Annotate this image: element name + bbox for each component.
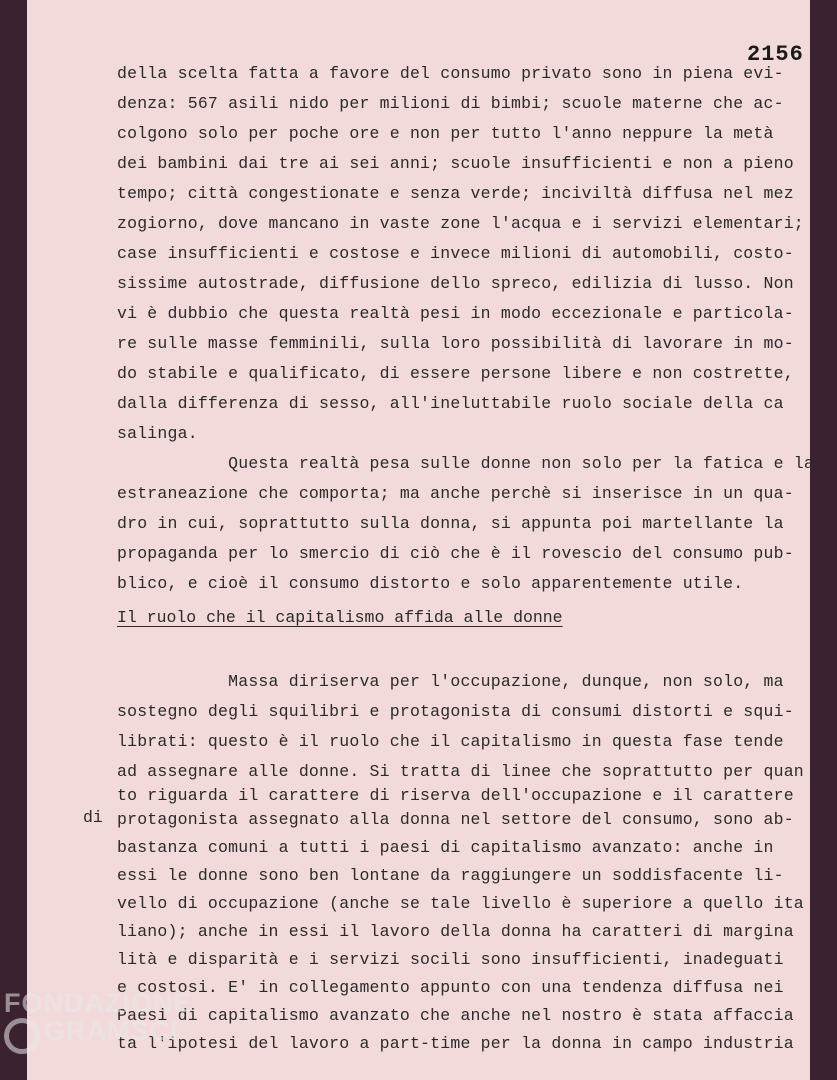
- text-line: blico, e cioè il consumo distorto e solo apparentemente utile.: [117, 574, 744, 593]
- text-line: propaganda per lo smercio di ciò che è il rovescio del consumo pub-: [117, 544, 794, 563]
- text-line: bastanza comuni a tutti i paesi di capitalismo avanzato: anche in: [117, 838, 774, 857]
- text-line: zogiorno, dove mancano in vaste zone l'acqua e i servizi elementari;: [117, 214, 804, 233]
- text-line: dro in cui, soprattutto sulla donna, si appunta poi martellante la: [117, 514, 784, 533]
- text-line: vello di occupazione (anche se tale livello è superiore a quello ita: [117, 894, 804, 913]
- document-page: [27, 0, 815, 1080]
- text-line: salinga.: [117, 424, 198, 443]
- text-line: denza: 567 asili nido per milioni di bimbi; scuole materne che ac-: [117, 94, 784, 113]
- watermark-logo: [4, 988, 204, 1078]
- text-line: ta l'ipotesi del lavoro a part-time per la donna in campo industria: [117, 1034, 794, 1053]
- text-line: estraneazione che comporta; ma anche perchè si inserisce in un qua-: [117, 484, 794, 503]
- text-line: essi le donne sono ben lontane da raggiungere un soddisfacente li-: [117, 866, 784, 885]
- text-line: lità e disparità e i servizi socili sono insufficienti, inadeguati: [117, 950, 784, 969]
- text-line: Massa diriserva per l'occupazione, dunque, non solo, ma: [117, 672, 784, 691]
- text-line: do stabile e qualificato, di essere persone libere e non costrette,: [117, 364, 794, 383]
- text-line: protagonista assegnato alla donna nel settore del consumo, sono ab-: [117, 810, 794, 829]
- watermark-text: FONDAZIONE: [4, 988, 193, 1018]
- text-line: vi è dubbio che questa realtà pesi in modo eccezionale e particola-: [117, 304, 794, 323]
- text-line: case insufficienti e costose e invece milioni di automobili, costo-: [117, 244, 794, 263]
- text-line: dalla differenza di sesso, all'ineluttabile ruolo sociale della ca: [117, 394, 784, 413]
- section-heading: Il ruolo che il capitalismo affida alle donne: [117, 608, 563, 627]
- watermark-text: GRAMSCI: [44, 1016, 179, 1046]
- watermark-g-icon: [4, 1018, 40, 1054]
- page-number: 2156: [747, 42, 804, 67]
- text-line: colgono solo per poche ore e non per tutto l'anno neppure la metà: [117, 124, 774, 143]
- text-line: to riguarda il carattere di riserva dell'occupazione e il carattere: [117, 786, 794, 805]
- text-line: Paesi di capitalismo avanzato che anche nel nostro è stata affaccia: [117, 1006, 794, 1025]
- text-line: Questa realtà pesa sulle donne non solo per la fatica e la: [117, 454, 815, 473]
- text-line: tempo; città congestionate e senza verde; inciviltà diffusa nel mez: [117, 184, 794, 203]
- text-line: sostegno degli squilibri e protagonista di consumi distorti e squi-: [117, 702, 794, 721]
- text-line: liano); anche in essi il lavoro della donna ha caratteri di margina: [117, 922, 794, 941]
- text-line: sissime autostrade, diffusione dello spreco, edilizia di lusso. Non: [117, 274, 794, 293]
- text-line: e costosi. E' in collegamento appunto con una tendenza diffusa nei: [117, 978, 784, 997]
- margin-note: di: [83, 808, 103, 827]
- text-line: dei bambini dai tre ai sei anni; scuole insufficienti e non a pieno: [117, 154, 794, 173]
- text-line: librati: questo è il ruolo che il capitalismo in questa fase tende: [117, 732, 784, 751]
- text-line: della scelta fatta a favore del consumo privato sono in piena evi-: [117, 64, 784, 83]
- text-line: re sulle masse femminili, sulla loro possibilità di lavorare in mo-: [117, 334, 794, 353]
- text-line: ad assegnare alle donne. Si tratta di linee che soprattutto per quan: [117, 762, 804, 781]
